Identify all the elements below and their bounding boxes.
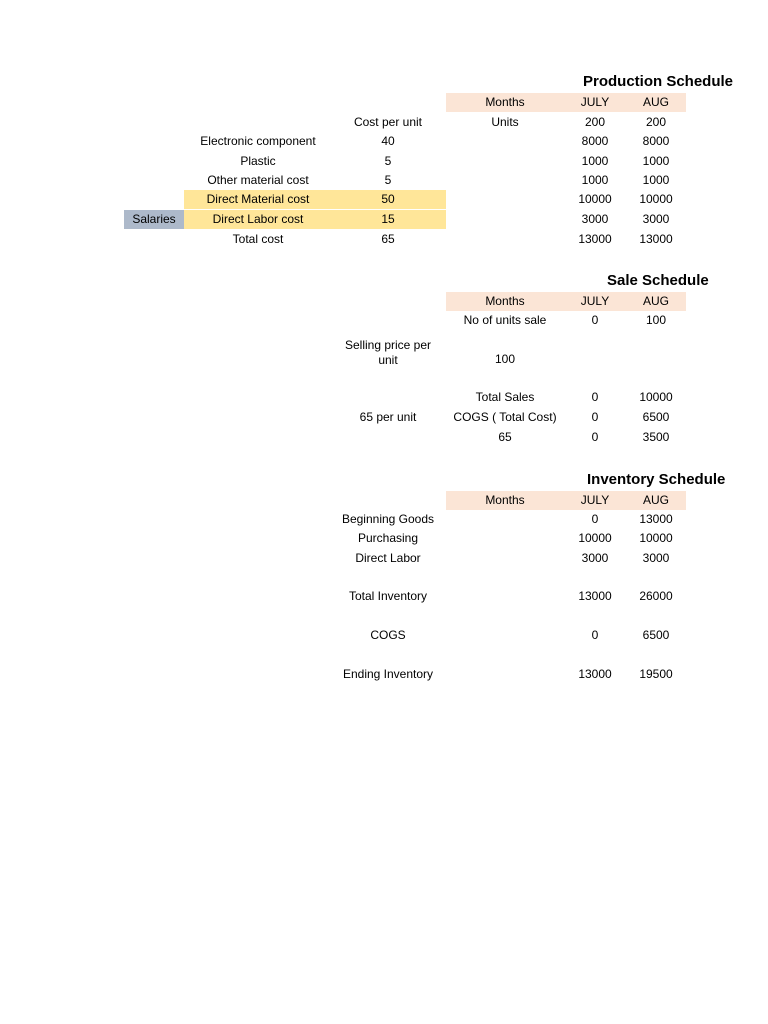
cogs-aug: 6500 <box>642 410 670 424</box>
cost-row-value: 65 <box>381 232 395 246</box>
cost-row-aug: 1000 <box>642 173 670 187</box>
inventory-row-label: Purchasing <box>357 531 419 545</box>
cost-row-july: 1000 <box>581 173 609 187</box>
cost-row-value: 15 <box>381 212 395 226</box>
cost-row-value: 50 <box>381 192 395 206</box>
inventory-row-label: Direct Labor <box>355 551 421 565</box>
inventory-row-aug: 26000 <box>639 589 673 603</box>
cost-row-july: 3000 <box>581 212 609 226</box>
total-sales-label: Total Sales <box>475 390 535 404</box>
salaries-label: Salaries <box>132 212 176 226</box>
inventory-row-label: Ending Inventory <box>342 667 434 681</box>
inventory-row-july: 3000 <box>581 551 609 565</box>
cost-row-label: Direct Labor cost <box>212 212 304 226</box>
units-aug: 200 <box>645 115 667 129</box>
inventory-row-july: 0 <box>591 512 599 526</box>
cost-row-aug: 13000 <box>639 232 673 246</box>
cost-row-label: Other material cost <box>207 173 309 187</box>
selling-price-label: Selling price per <box>344 338 432 352</box>
cost-row-july: 10000 <box>578 192 612 206</box>
cost-per-unit-header: Cost per unit <box>353 115 423 129</box>
inventory-row-label: Total Inventory <box>348 589 428 603</box>
inventory-row-july: 0 <box>591 628 599 642</box>
cost-row-july: 13000 <box>578 232 612 246</box>
inventory-row-july: 13000 <box>578 589 612 603</box>
units-sale-aug: 100 <box>645 313 667 327</box>
cost-row-value: 40 <box>381 134 395 148</box>
inventory-row-july: 13000 <box>578 667 612 681</box>
production-schedule-title: Production Schedule <box>583 73 734 90</box>
inventory-row-aug: 3000 <box>642 551 670 565</box>
cost-row-aug: 3000 <box>642 212 670 226</box>
cogs-july: 0 <box>591 410 599 424</box>
inventory-july-header: JULY <box>580 493 610 507</box>
inventory-aug-header: AUG <box>642 493 669 507</box>
inventory-row-label: COGS <box>370 628 406 642</box>
sale-july-header: JULY <box>580 294 610 308</box>
selling-price-value: 100 <box>494 352 516 366</box>
inventory-row-aug: 10000 <box>639 531 673 545</box>
cost-row-label: Electronic component <box>200 134 316 148</box>
units-sale-label: No of units sale <box>463 313 547 327</box>
inventory-months-header: Months <box>485 493 525 507</box>
inventory-schedule-title: Inventory Schedule <box>587 471 726 488</box>
total-sales-aug: 10000 <box>639 390 673 404</box>
units-label: Units <box>491 115 519 129</box>
cost-row-aug: 1000 <box>642 154 670 168</box>
inventory-row-aug: 13000 <box>639 512 673 526</box>
margin-aug: 3500 <box>642 430 670 444</box>
cost-row-value: 5 <box>384 173 392 187</box>
per-unit-label: 65 per unit <box>359 410 417 424</box>
cost-row-label: Plastic <box>240 154 276 168</box>
units-sale-july: 0 <box>591 313 599 327</box>
sale-months-header: Months <box>485 294 525 308</box>
inventory-row-aug: 6500 <box>642 628 670 642</box>
cogs-label: COGS ( Total Cost) <box>453 410 557 424</box>
total-sales-july: 0 <box>591 390 599 404</box>
units-july: 200 <box>584 115 606 129</box>
cost-row-label: Total cost <box>232 232 284 246</box>
cost-row-july: 1000 <box>581 154 609 168</box>
production-july-header: JULY <box>580 95 610 109</box>
inventory-row-aug: 19500 <box>639 667 673 681</box>
cost-row-value: 5 <box>384 154 392 168</box>
production-months-header: Months <box>485 95 525 109</box>
cost-row-label: Direct Material cost <box>206 192 310 206</box>
inventory-row-label: Beginning Goods <box>341 512 435 526</box>
selling-price-label-unit: unit <box>378 353 398 367</box>
margin-label: 65 <box>498 430 512 444</box>
cost-row-july: 8000 <box>581 134 609 148</box>
margin-july: 0 <box>591 430 599 444</box>
cost-row-aug: 8000 <box>642 134 670 148</box>
sale-schedule-title: Sale Schedule <box>607 272 709 289</box>
sale-aug-header: AUG <box>642 294 669 308</box>
inventory-row-july: 10000 <box>578 531 612 545</box>
cost-row-aug: 10000 <box>639 192 673 206</box>
production-aug-header: AUG <box>642 95 669 109</box>
